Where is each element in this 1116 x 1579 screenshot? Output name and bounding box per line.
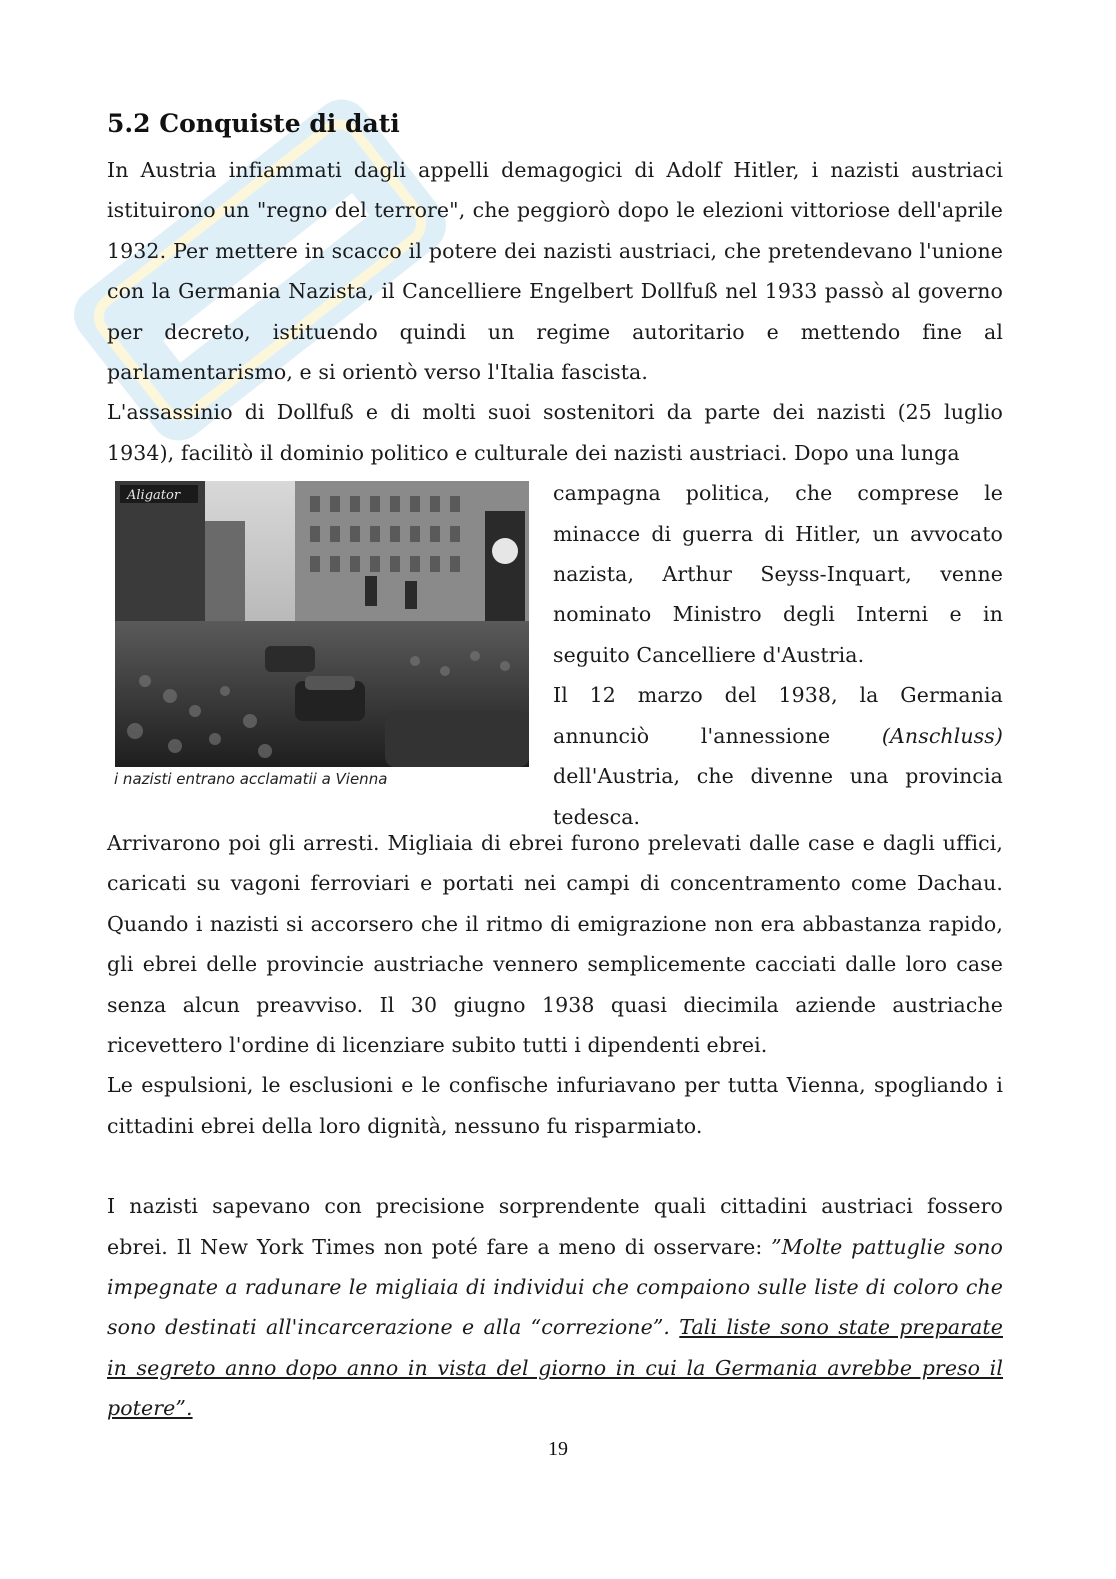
paragraph-5: Le espulsioni, le esclusioni e le confische infuriavano per tutta Vienna, spogliando i cittadini ebrei della loro dignità, nessuno fu risparmiato.: [107, 1073, 1003, 1138]
figure-row: [107, 481, 1003, 837]
page-content: [107, 106, 1003, 1429]
figure-caption: i nazisti entrano acclamatii a Vienna: [114, 770, 388, 789]
p6-quote: ”Molte pattuglie sono impegnate a radunare le migliaia di individui che compaiono sulle liste di coloro che sono destinati all'incarcerazione e alla “correzione”.: [107, 1234, 1003, 1340]
page-number: 19: [548, 1438, 568, 1460]
paragraph-2-intro: L'assassinio di Dollfuß e di molti suoi sostenitori da parte dei nazisti (25 luglio 1934), facilitò il dominio politico e culturale dei nazisti austriaci. Dopo una lunga: [107, 400, 1003, 465]
paragraph-3: [553, 675, 1003, 837]
section-title: 5.2 Conquiste di dati: [107, 109, 400, 138]
paragraph-6: [107, 1186, 1003, 1428]
figure-side-text: [553, 473, 1003, 837]
paragraph-4: Arrivarono poi gli arresti. Migliaia di ebrei furono prelevati dalle case e dagli uffici, caricati su vagoni ferroviari e portati nei campi di concentramento come Dachau. Quando i nazisti si accorsero che il ritmo di emigrazione non era abbastanza rapido, gli ebrei delle provincie austriache vennero semplicemente cacciati dalle loro case senza alcun preavviso. Il 30 giugno 1938 quasi diecimila aziende austriache ricevettero l'ordine di licenziare subito tutti i dipendenti ebrei.: [107, 830, 1003, 1057]
p3-text-a: Il 12 marzo del 1938, la Germania annunciò l'annessione: [553, 683, 1003, 748]
p6-text: I nazisti sapevano con precisione sorprendente quali cittadini austriaci fossero ebrei. Il New York Times non poté fare a meno di osservare:: [107, 1194, 1003, 1259]
p6-quote-underlined: Tali liste sono state preparate in segreto anno dopo anno in vista del giorno in cui la Germania avrebbe preso il potere”.: [107, 1315, 1003, 1421]
p3-italic-term: (Anschluss): [881, 723, 1003, 748]
spacer: [107, 1146, 1003, 1186]
paragraph-1: In Austria infiammati dagli appelli demagogici di Adolf Hitler, i nazisti austriaci istituirono un "regno del terrore", che peggiorò dopo le elezioni vittoriose dell'aprile 1932. Per mettere in scacco il potere dei nazisti austriaci, che pretendevano l'unione con la Germania Nazista, il Cancelliere Engelbert Dollfuß nel 1933 passò al governo per decreto, istituendo quindi un regime autoritario e mettendo fine al parlamentarismo, e si orientò verso l'Italia fascista.: [107, 158, 1003, 385]
p3-text-b: dell'Austria, che divenne una provincia tedesca.: [553, 764, 1003, 829]
figure: [115, 481, 535, 837]
shop-sign-text: Aligator: [127, 488, 181, 504]
paragraph-2-continued: campagna politica, che comprese le minacce di guerra di Hitler, un avvocato nazista, Arthur Seyss-Inquart, venne nominato Ministro degli Interni e in seguito Cancelliere d'Austria.: [553, 481, 1003, 667]
vienna-parade-photo: [115, 481, 529, 767]
